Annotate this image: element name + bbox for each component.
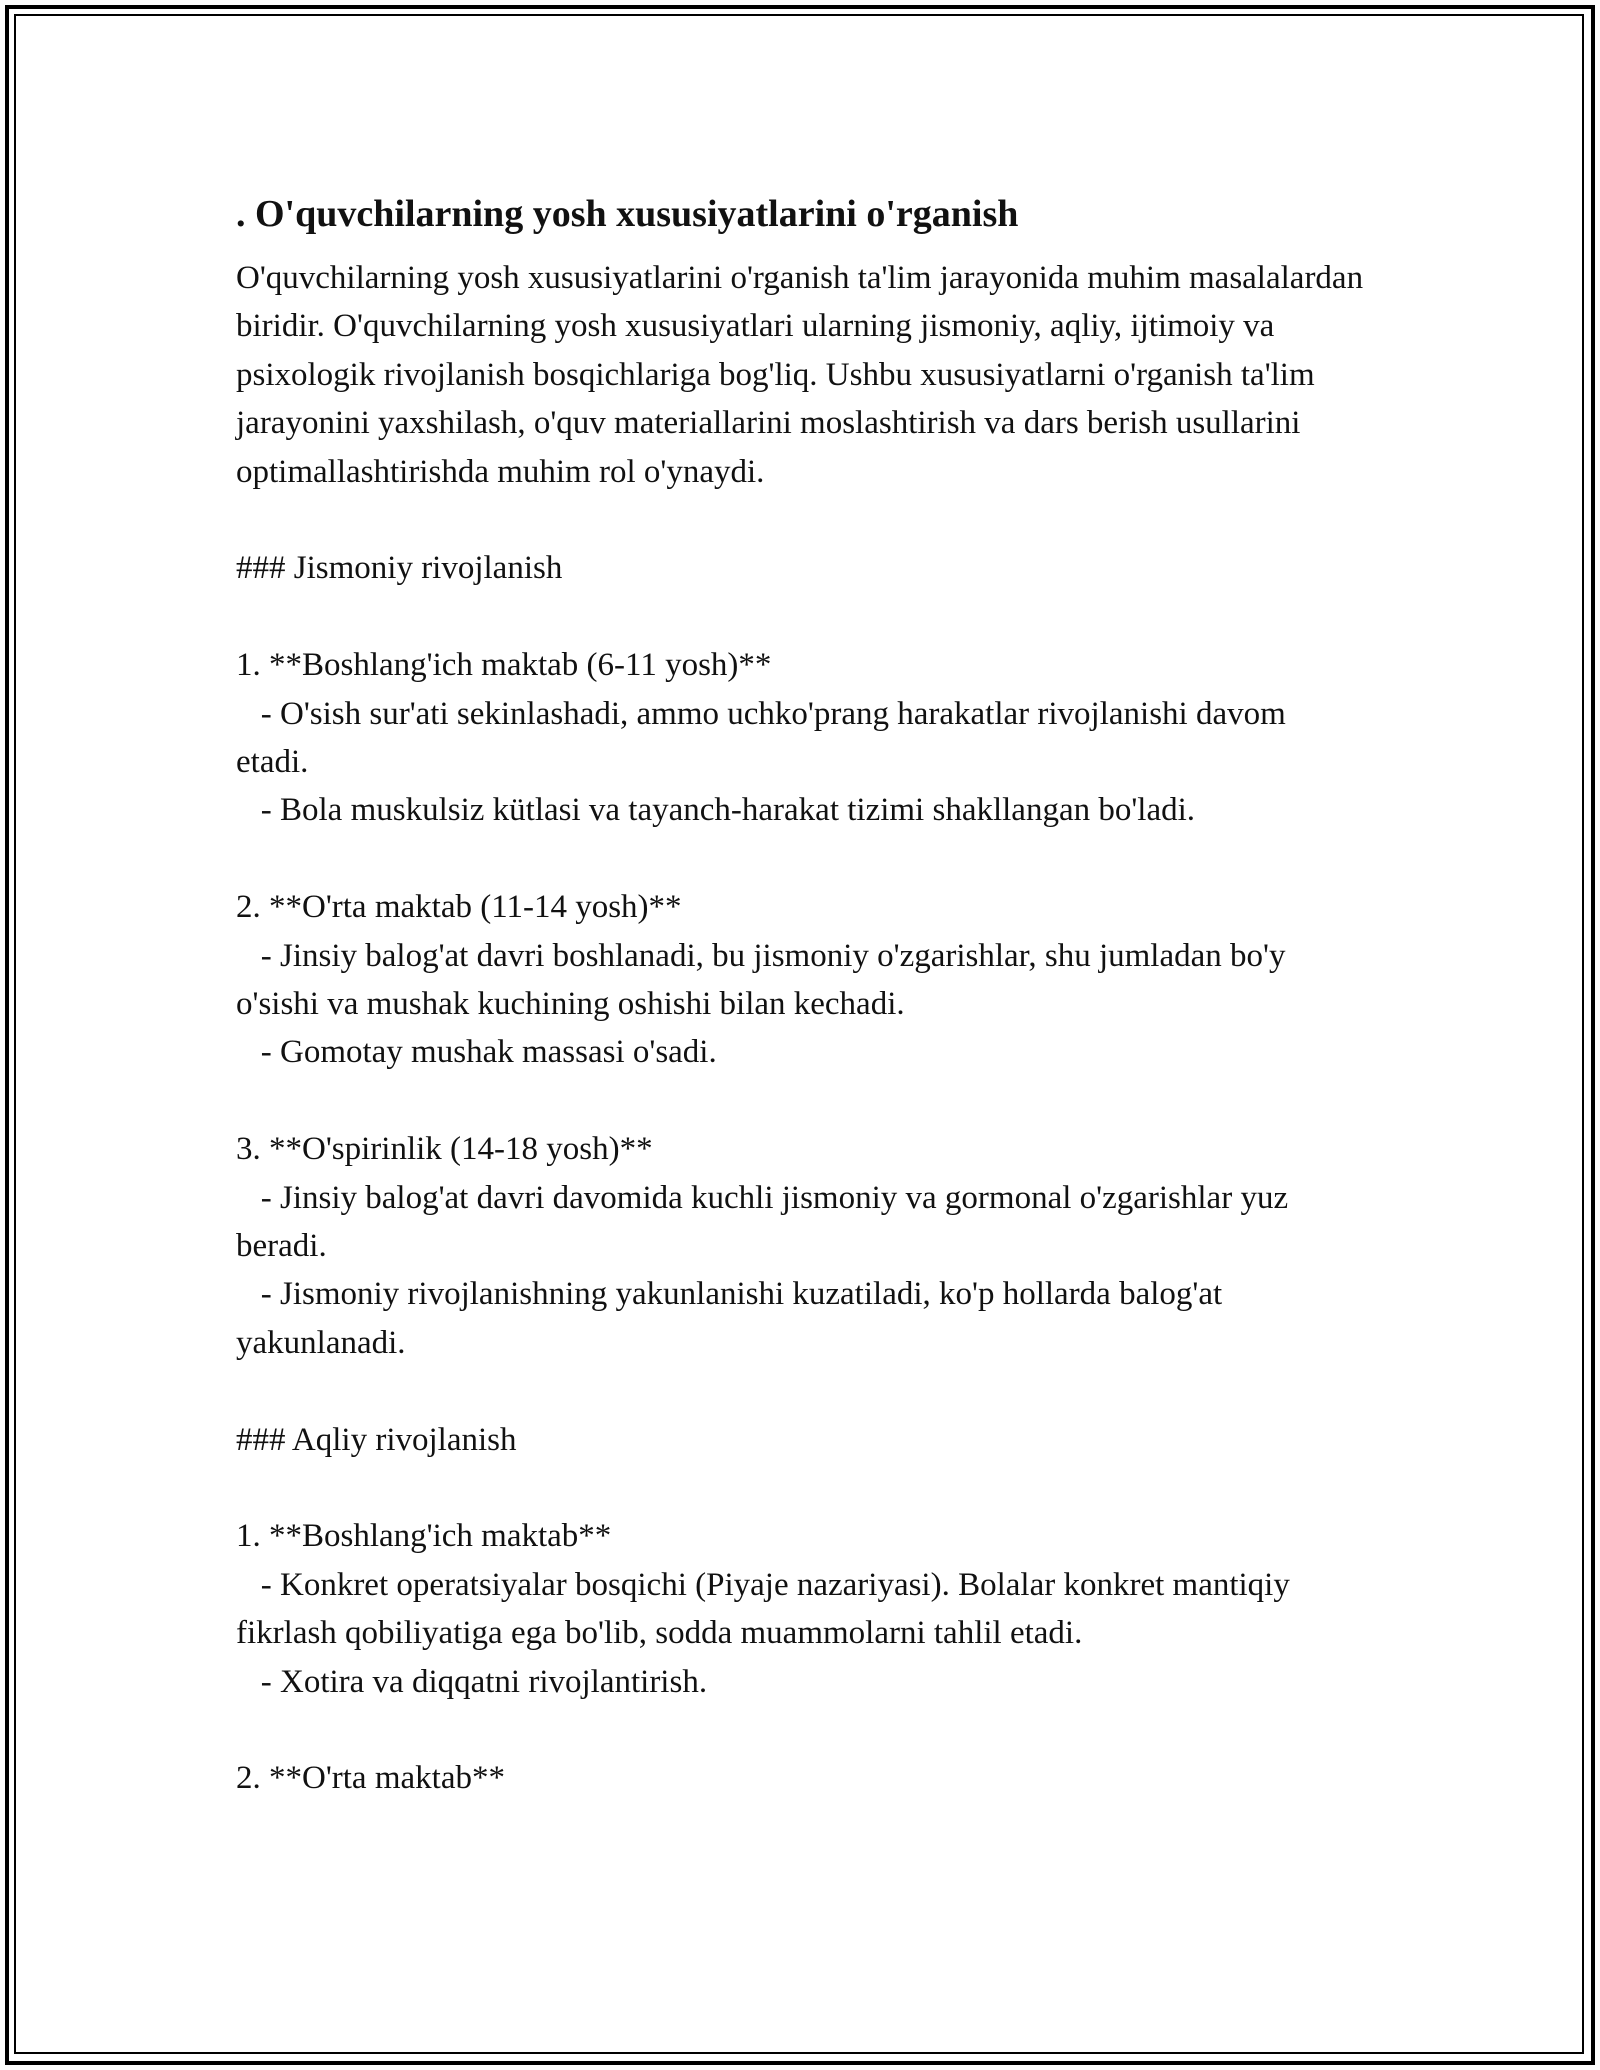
list-item-bullet: - Xotira va diqqatni rivojlantirish. (236, 1663, 708, 1700)
list-item-label: 2. **O'rta maktab** (236, 1760, 505, 1797)
list-item-bullet: - Bola muskulsiz kütlasi va tayanch-harakat tizimi shakllangan bo'ladi. (236, 792, 1196, 829)
list-item-bullet: - O'sish sur'ati sekinlashadi, ammo uchko'prang harakatlar rivojlanishi davom etadi. (236, 695, 1295, 781)
list-item-label: 1. **Boshlang'ich maktab (6-11 yosh)** (236, 647, 772, 684)
list-item-label: 3. **O'spirinlik (14-18 yosh)** (236, 1131, 653, 1168)
list-item-bullet: - Jinsiy balog'at davri boshlanadi, bu jismoniy o'zgarishlar, shu jumladan bo'y o'sishi va mushak kuchining oshishi bilan kechadi. (236, 937, 1294, 1023)
section-heading: ### Jismoniy rivojlanish (236, 550, 563, 587)
document-body (236, 187, 1372, 1803)
list-item-bullet: - Konkret operatsiyalar bosqichi (Piyaje nazariyasi). Bolalar konkret mantiqiy fikrlash qobiliyatiga ega bo'lib, sodda muammolarni tahlil etadi. (236, 1566, 1299, 1652)
document-title: . O'quvchilarning yosh xususiyatlarini o'rganish (236, 193, 1019, 235)
section-heading: ### Aqliy rivojlanish (236, 1421, 517, 1458)
list-item-label: 2. **O'rta maktab (11-14 yosh)** (236, 889, 682, 926)
list-item-bullet: - Jinsiy balog'at davri davomida kuchli jismoniy va gormonal o'zgarishlar yuz beradi. (236, 1179, 1297, 1265)
list-item-bullet: - Jismoniy rivojlanishning yakunlanishi kuzatiladi, ko'p hollarda balog'at yakunlanadi. (236, 1276, 1231, 1361)
list-item-label: 1. **Boshlang'ich maktab** (236, 1518, 612, 1555)
list-item-bullet: - Gomotay mushak massasi o'sadi. (236, 1034, 717, 1071)
intro-paragraph: O'quvchilarning yosh xususiyatlarini o'rganish ta'lim jarayonida muhim masalalardan biridir. O'quvchilarning yosh xususiyatlari ularning jismoniy, aqliy, ijtimoiy va psixologik rivojlanish bosqichlariga bog'liq. Ushbu xususiyatlarni o'rganish ta'lim jarayonini yaxshilash, o'quv materiallarini moslashtirish va dars berish usullarini optimallashtirishda muhim rol o'ynaydi. (236, 260, 1372, 490)
